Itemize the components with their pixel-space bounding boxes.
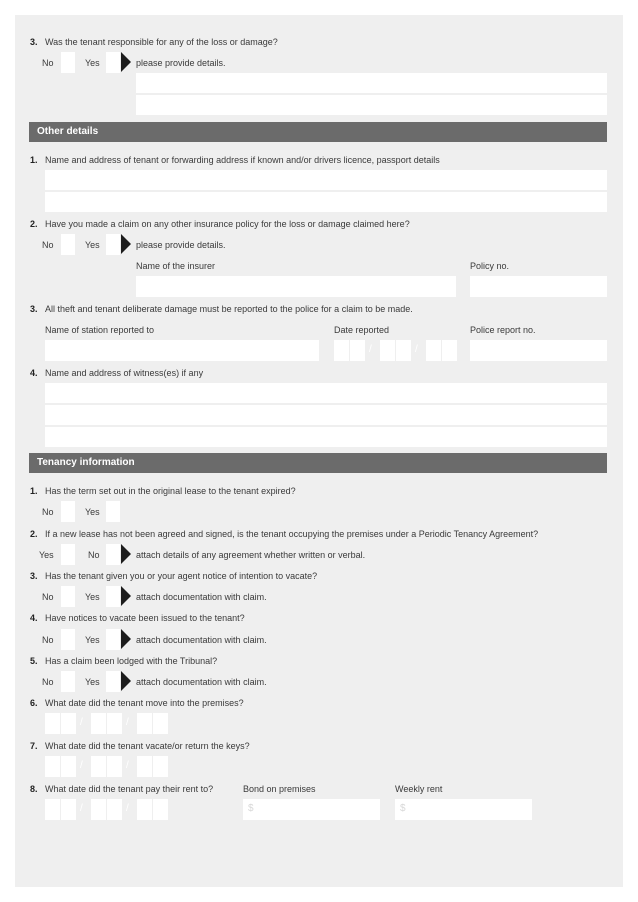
question-text: Name and address of witness(es) if any bbox=[45, 368, 204, 378]
no-label: No bbox=[42, 507, 54, 517]
no-label: No bbox=[42, 592, 54, 602]
date-digit-field[interactable] bbox=[442, 340, 457, 361]
no-label: No bbox=[42, 58, 54, 68]
date-digit-field[interactable] bbox=[107, 799, 122, 820]
section-title: Other details bbox=[37, 126, 99, 137]
date-digit-field[interactable] bbox=[396, 340, 411, 361]
question-number: 4. bbox=[30, 368, 38, 378]
details-prompt: please provide details. bbox=[136, 240, 226, 250]
weekly-rent-field[interactable] bbox=[395, 799, 532, 820]
police-report-field[interactable] bbox=[470, 340, 607, 361]
question-text: Has the term set out in the original lease to the tenant expired? bbox=[45, 486, 296, 496]
question-number: 2. bbox=[30, 219, 38, 229]
date-separator: / bbox=[80, 803, 83, 814]
no-checkbox[interactable] bbox=[106, 544, 120, 565]
currency-symbol: $ bbox=[400, 803, 406, 814]
no-checkbox[interactable] bbox=[61, 586, 75, 607]
yes-label: Yes bbox=[85, 592, 100, 602]
yes-checkbox[interactable] bbox=[106, 629, 120, 650]
arrow-right-icon bbox=[121, 586, 131, 606]
yes-checkbox[interactable] bbox=[61, 544, 75, 565]
details-prompt: please provide details. bbox=[136, 58, 226, 68]
section-title: Tenancy information bbox=[37, 457, 135, 468]
question-number: 8. bbox=[30, 784, 38, 794]
arrow-right-icon bbox=[121, 544, 131, 564]
date-digit-field[interactable] bbox=[45, 756, 60, 777]
question-number: 3. bbox=[30, 304, 38, 314]
police-report-label: Police report no. bbox=[470, 325, 536, 335]
section-header-tenancy-information bbox=[29, 453, 607, 473]
date-separator: / bbox=[126, 803, 129, 814]
no-label: No bbox=[42, 677, 54, 687]
date-digit-field[interactable] bbox=[107, 756, 122, 777]
section-header-other-details bbox=[29, 122, 607, 142]
date-digit-field[interactable] bbox=[380, 340, 395, 361]
question-number: 2. bbox=[30, 529, 38, 539]
question-text: If a new lease has not been agreed and signed, is the tenant occupying the premises under a Periodic Tenancy Agreement? bbox=[45, 529, 539, 539]
question-text: Was the tenant responsible for any of the loss or damage? bbox=[45, 37, 278, 47]
policy-label: Policy no. bbox=[470, 261, 510, 271]
bond-label: Bond on premises bbox=[243, 784, 316, 794]
no-label: No bbox=[42, 240, 54, 250]
yes-label: Yes bbox=[85, 677, 100, 687]
no-label: No bbox=[88, 550, 100, 560]
insurer-label: Name of the insurer bbox=[136, 261, 216, 271]
date-separator: / bbox=[126, 760, 129, 771]
no-label: No bbox=[42, 635, 54, 645]
attach-note: attach documentation with claim. bbox=[136, 677, 267, 687]
yes-label: Yes bbox=[85, 635, 100, 645]
bond-field[interactable] bbox=[243, 799, 380, 820]
question-text: What date did the tenant pay their rent to? bbox=[45, 784, 214, 794]
weekly-rent-label: Weekly rent bbox=[395, 784, 443, 794]
question-text: Have notices to vacate been issued to the tenant? bbox=[45, 613, 245, 623]
yes-label: Yes bbox=[85, 240, 100, 250]
date-digit-field[interactable] bbox=[334, 340, 349, 361]
date-digit-field[interactable] bbox=[153, 756, 168, 777]
date-digit-field[interactable] bbox=[153, 713, 168, 734]
attach-note: attach documentation with claim. bbox=[136, 635, 267, 645]
date-separator: / bbox=[80, 717, 83, 728]
date-digit-field[interactable] bbox=[61, 799, 76, 820]
no-checkbox[interactable] bbox=[61, 52, 75, 73]
question-number: 6. bbox=[30, 698, 38, 708]
policy-field[interactable] bbox=[470, 276, 607, 297]
date-digit-field[interactable] bbox=[61, 756, 76, 777]
arrow-right-icon bbox=[121, 52, 131, 72]
date-separator: / bbox=[415, 344, 418, 355]
witness-field-line-2[interactable] bbox=[45, 405, 607, 425]
question-text: Has the tenant given you or your agent notice of intention to vacate? bbox=[45, 571, 318, 581]
insurer-field[interactable] bbox=[136, 276, 456, 297]
station-field[interactable] bbox=[45, 340, 319, 361]
question-text: Have you made a claim on any other insurance policy for the loss or damage claimed here? bbox=[45, 219, 410, 229]
question-number: 3. bbox=[30, 571, 38, 581]
date-separator: / bbox=[126, 717, 129, 728]
no-checkbox[interactable] bbox=[61, 234, 75, 255]
arrow-right-icon bbox=[121, 629, 131, 649]
yes-label: Yes bbox=[85, 58, 100, 68]
yes-checkbox[interactable] bbox=[106, 586, 120, 607]
date-separator: / bbox=[369, 344, 372, 355]
question-number: 5. bbox=[30, 656, 38, 666]
witness-field-line-1[interactable] bbox=[45, 383, 607, 403]
witness-field-line-3[interactable] bbox=[45, 427, 607, 447]
yes-label: Yes bbox=[85, 507, 100, 517]
question-text: Name and address of tenant or forwarding address if known and/or drivers licence, passport details bbox=[45, 155, 440, 165]
tenant-address-field-line-2[interactable] bbox=[45, 192, 607, 212]
date-digit-field[interactable] bbox=[45, 713, 60, 734]
date-digit-field[interactable] bbox=[137, 756, 152, 777]
date-digit-field[interactable] bbox=[91, 756, 106, 777]
question-text: All theft and tenant deliberate damage must be reported to the police for a claim to be made. bbox=[45, 304, 413, 314]
attach-note: attach documentation with claim. bbox=[136, 592, 267, 602]
question-number: 1. bbox=[30, 486, 38, 496]
no-checkbox[interactable] bbox=[61, 501, 75, 522]
question-text: What date did the tenant move into the premises? bbox=[45, 698, 244, 708]
date-digit-field[interactable] bbox=[137, 799, 152, 820]
date-digit-field[interactable] bbox=[153, 799, 168, 820]
yes-checkbox[interactable] bbox=[106, 52, 120, 73]
details-field-line-1[interactable] bbox=[136, 73, 607, 93]
question-text: What date did the tenant vacate/or return the keys? bbox=[45, 741, 250, 751]
date-digit-field[interactable] bbox=[91, 713, 106, 734]
arrow-right-icon bbox=[121, 234, 131, 254]
currency-symbol: $ bbox=[248, 803, 254, 814]
question-number: 7. bbox=[30, 741, 38, 751]
question-number: 3. bbox=[30, 37, 38, 47]
no-checkbox[interactable] bbox=[61, 629, 75, 650]
yes-checkbox[interactable] bbox=[106, 234, 120, 255]
date-digit-field[interactable] bbox=[137, 713, 152, 734]
attach-note: attach details of any agreement whether written or verbal. bbox=[136, 550, 366, 560]
station-label: Name of station reported to bbox=[45, 325, 155, 335]
date-reported-label: Date reported bbox=[334, 325, 390, 335]
date-digit-field[interactable] bbox=[45, 799, 60, 820]
date-digit-field[interactable] bbox=[91, 799, 106, 820]
date-digit-field[interactable] bbox=[61, 713, 76, 734]
details-field-line-2[interactable] bbox=[136, 95, 607, 115]
date-separator: / bbox=[80, 760, 83, 771]
date-digit-field[interactable] bbox=[350, 340, 365, 361]
yes-label: Yes bbox=[39, 550, 54, 560]
no-checkbox[interactable] bbox=[61, 671, 75, 692]
date-digit-field[interactable] bbox=[107, 713, 122, 734]
arrow-right-icon bbox=[121, 671, 131, 691]
tenant-address-field-line-1[interactable] bbox=[45, 170, 607, 190]
question-number: 1. bbox=[30, 155, 38, 165]
question-text: Has a claim been lodged with the Tribunal? bbox=[45, 656, 218, 666]
question-number: 4. bbox=[30, 613, 38, 623]
yes-checkbox[interactable] bbox=[106, 671, 120, 692]
date-digit-field[interactable] bbox=[426, 340, 441, 361]
yes-checkbox[interactable] bbox=[106, 501, 120, 522]
